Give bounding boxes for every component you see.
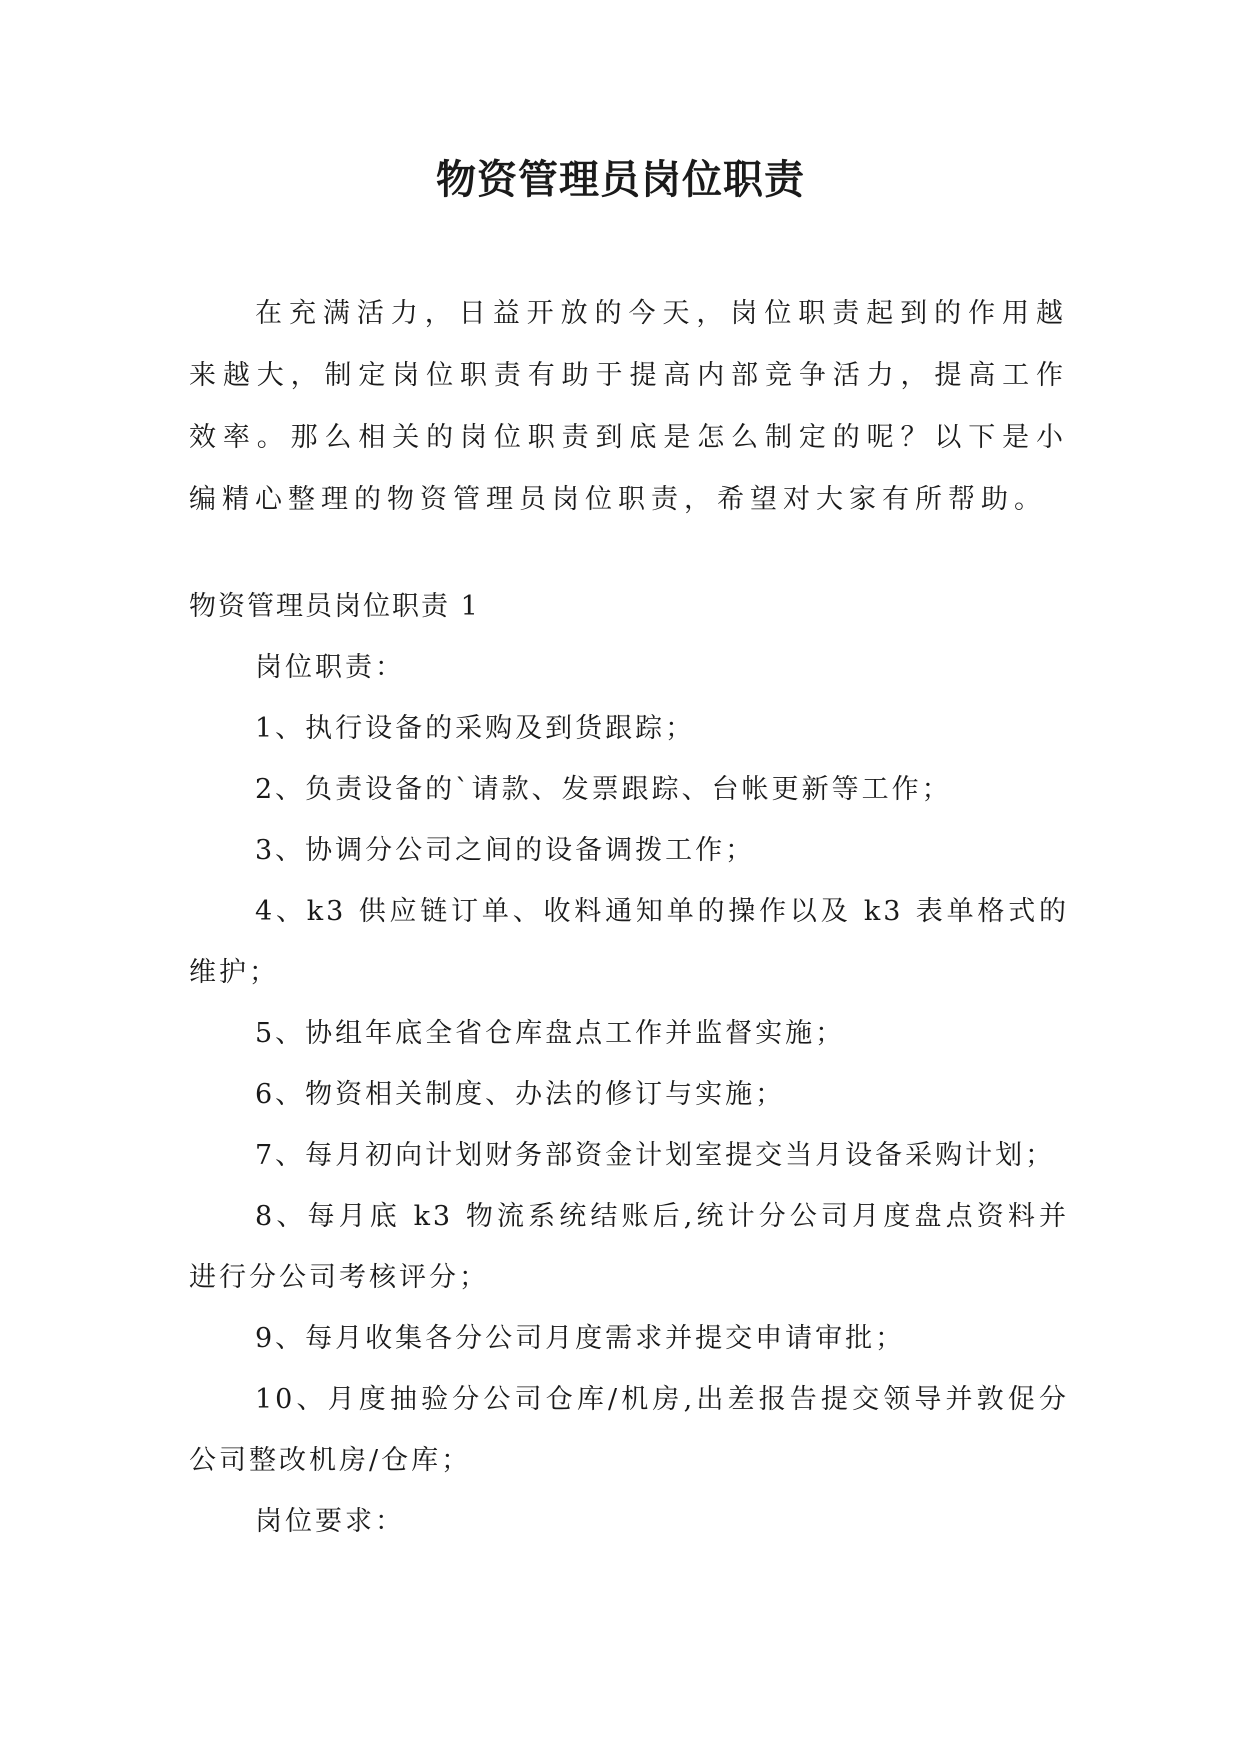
duty-item: 7、每月初向计划财务部资金计划室提交当月设备采购计划； <box>255 1140 1056 1171</box>
section-heading: 物资管理员岗位职责 1 <box>189 591 480 622</box>
section-1 <box>189 576 1069 1552</box>
document-title: 物资管理员岗位职责 <box>436 156 805 203</box>
duty-item: 10、月度抽验分公司仓库/机房,出差报告提交领导并敦促分公司整改机房/仓库； <box>189 1384 1069 1476</box>
duty-item: 1、执行设备的采购及到货跟踪； <box>255 713 696 744</box>
requirements-label: 岗位要求： <box>255 1506 405 1537</box>
duty-item: 8、每月底 k3 物流系统结账后,统计分公司月度盘点资料并进行分公司考核评分； <box>189 1201 1069 1293</box>
duty-item: 6、物资相关制度、办法的修订与实施； <box>255 1079 786 1110</box>
duties-label: 岗位职责： <box>255 652 405 683</box>
duty-item: 2、负责设备的`请款、发票跟踪、台帐更新等工作； <box>255 774 952 805</box>
duty-item: 5、协组年底全省仓库盘点工作并监督实施； <box>255 1018 846 1049</box>
duty-item: 9、每月收集各分公司月度需求并提交申请审批； <box>255 1323 906 1354</box>
duty-item: 4、k3 供应链订单、收料通知单的操作以及 k3 表单格式的维护； <box>189 896 1069 988</box>
duty-item: 3、协调分公司之间的设备调拨工作； <box>255 835 756 866</box>
intro-paragraph: 在充满活力，日益开放的今天，岗位职责起到的作用越来越大，制定岗位职责有助于提高内部竞争活力，提高工作效率。那么相关的岗位职责到底是怎么制定的呢？以下是小编精心整理的物资管理员岗位职责，希望对大家有所帮助。 <box>189 298 1069 515</box>
